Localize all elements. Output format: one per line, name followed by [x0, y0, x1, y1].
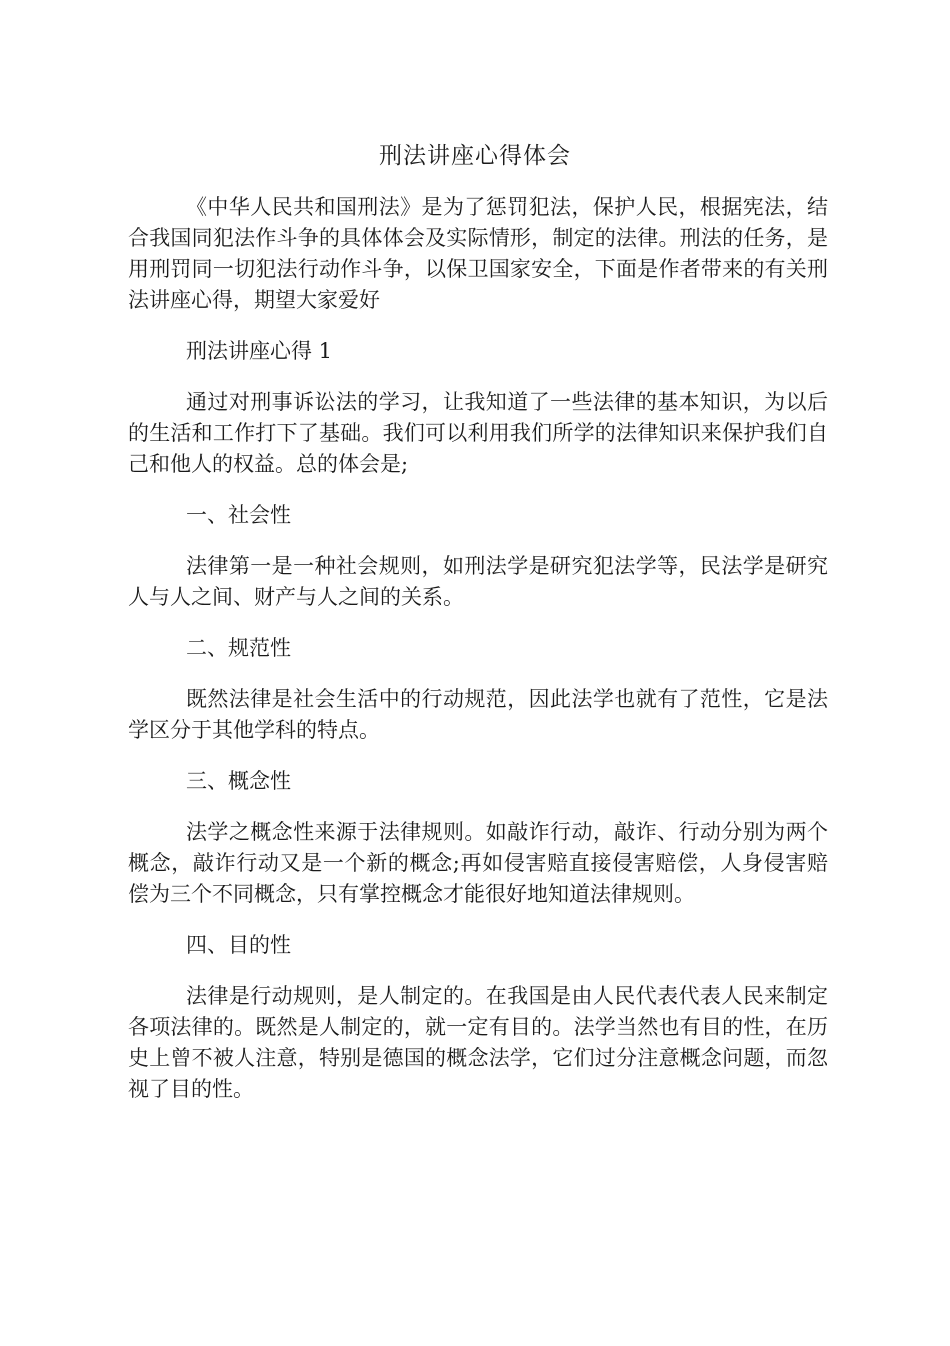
section-title: 刑法讲座心得 1: [186, 339, 333, 363]
point-heading-social: 一、社会性: [186, 503, 291, 527]
intro-paragraph: 《中华人民共和国刑法》是为了惩罚犯法，保护人民，根据宪法，结合我国同犯法作斗争的具体体会及实际情形，制定的法律。刑法的任务，是用刑罚同一切犯法行动作斗争，以保卫国家安全，下面是作者带来的有关刑法讲座心得，期望大家爱好: [128, 195, 828, 312]
summary-paragraph: 通过对刑事诉讼法的学习，让我知道了一些法律的基本知识，为以后的生活和工作打下了基础。我们可以利用我们所学的法律知识来保护我们自己和他人的权益。总的体会是;: [128, 390, 828, 476]
point-body-normative: 既然法律是社会生活中的行动规范，因此法学也就有了范性，它是法学区分于其他学科的特点。: [128, 687, 828, 742]
point-body-social: 法律第一是一种社会规则，如刑法学是研究犯法学等，民法学是研究人与人之间、财产与人之间的关系。: [128, 554, 828, 609]
document-title: 刑法讲座心得体会: [379, 143, 571, 169]
document-body: [128, 192, 828, 1125]
point-heading-normative: 二、规范性: [186, 636, 291, 660]
point-heading-purposive: 四、目的性: [186, 933, 291, 957]
point-body-purposive: 法律是行动规则，是人制定的。在我国是由人民代表代表人民来制定各项法律的。既然是人制定的，就一定有目的。法学当然也有目的性，在历史上曾不被人注意，特别是德国的概念法学，它们过分注意概念问题，而忽视了目的性。: [128, 984, 828, 1101]
point-heading-conceptual: 三、概念性: [186, 769, 291, 793]
point-body-conceptual: 法学之概念性来源于法律规则。如敲诈行动，敲诈、行动分别为两个概念，敲诈行动又是一个新的概念;再如侵害赔直接侵害赔偿，人身侵害赔偿为三个不同概念，只有掌控概念才能很好地知道法律规则。: [128, 820, 828, 906]
